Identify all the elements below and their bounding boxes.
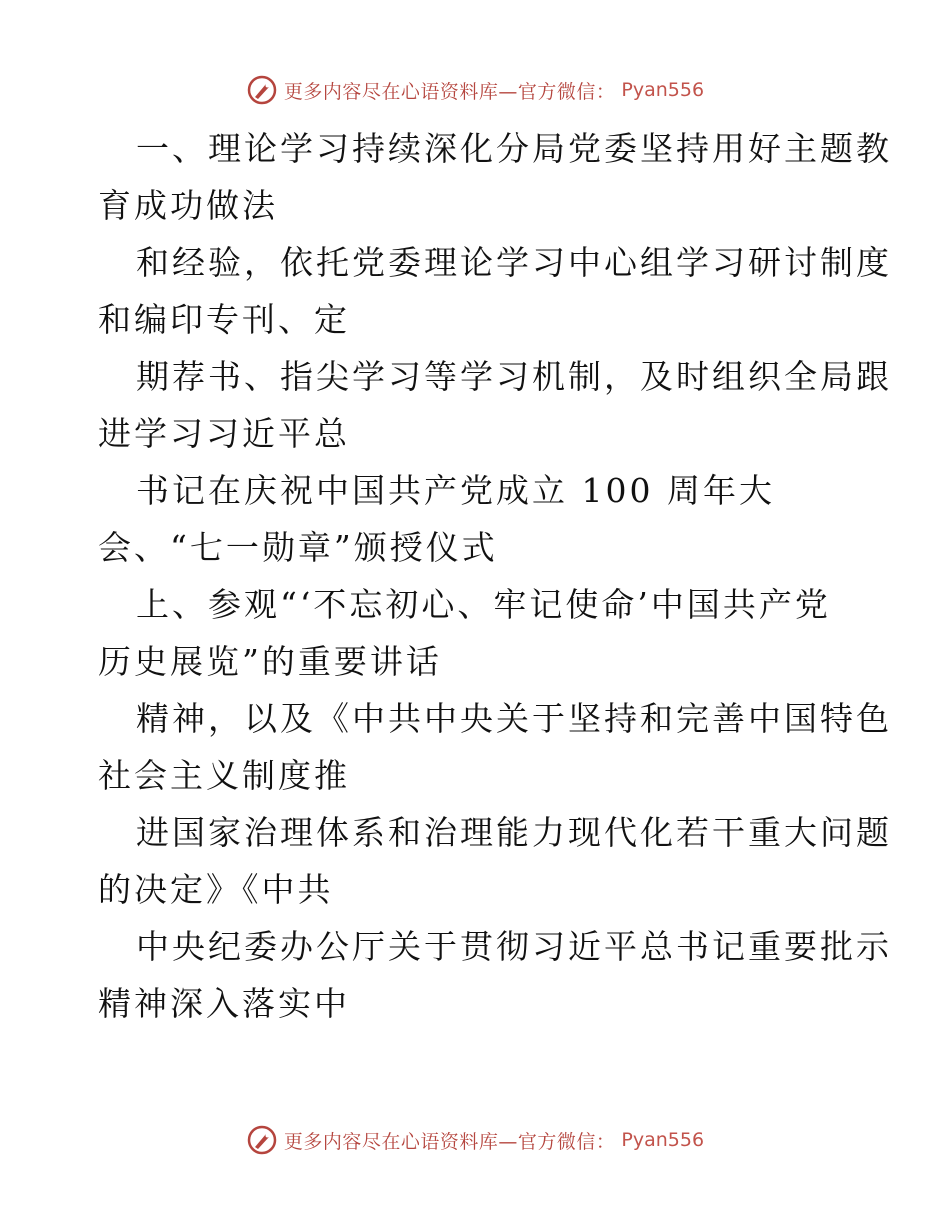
text-line: 书记在庆祝中国共产党成立 100 周年大 (136, 471, 775, 510)
text-line: 中央纪委办公厅关于贯彻习近平总书记重要批示 (136, 927, 892, 966)
pen-nib-logo-icon (246, 74, 278, 106)
text-line: 一、理论学习持续深化分局党委坚持用好主题教 (136, 129, 892, 168)
text-line: 进学习习近平总 (98, 414, 350, 453)
text-line: 期荐书、指尖学习等学习机制，及时组织全局跟 (136, 357, 892, 396)
text-line: 进国家治理体系和治理能力现代化若干重大问题 (136, 813, 892, 852)
text-line: 和经验，依托党委理论学习中心组学习研讨制度 (136, 243, 892, 282)
watermark-wechat-id: Pyan556 (621, 1129, 705, 1151)
watermark-text: 更多内容尽在心语资料库—官方微信： (283, 80, 616, 103)
text-line: 的决定》《中共 (98, 870, 334, 909)
text-line: 社会主义制度推 (98, 756, 350, 795)
text-line: 和编印专刊、定 (98, 300, 350, 339)
text-line: 历史展览”的重要讲话 (98, 642, 442, 681)
text-line: 育成功做法 (98, 186, 278, 225)
text-line: 精神深入落实中 (98, 984, 350, 1023)
header-watermark (0, 70, 950, 110)
watermark-text: 更多内容尽在心语资料库—官方微信： (283, 1130, 616, 1153)
text-line: 会、“七一勋章”颁授仪式 (98, 528, 498, 567)
pen-nib-logo-icon (246, 1124, 278, 1156)
text-line: 精神，以及《中共中央关于坚持和完善中国特色 (136, 699, 892, 738)
document-body (98, 120, 892, 1032)
footer-watermark (0, 1120, 950, 1160)
watermark-wechat-id: Pyan556 (621, 79, 705, 101)
text-line: 上、参观“‘不忘初心、牢记使命’中国共产党 (136, 585, 831, 624)
